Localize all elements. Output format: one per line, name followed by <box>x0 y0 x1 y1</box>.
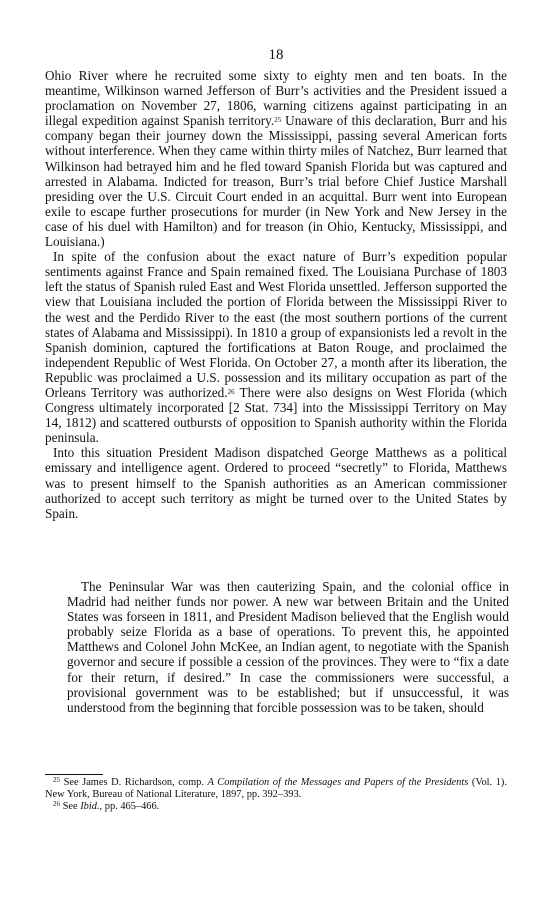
paragraph-matthews <box>45 445 507 520</box>
footnote-mark: 26 <box>53 800 60 809</box>
footnote-title: Ibid. <box>80 801 100 813</box>
footnote-divider <box>45 774 103 775</box>
paragraph-text: In spite of the confusion about the exact nature of Burr’s expedition popular sentiments against France and Spain remained fixed. The Louisiana Purchase of 1803 left the status of Spanish ruled East and West Florida unsettled. Jefferson supported the view that Louisiana included the portion of Florida between the Mississippi River to the west and the Perdido River to the east (the most southern portions of the current states of Alabama and Mississippi). In 1810 a group of expansionists led a revolt in the Spanish dominion, captured the fortifications at Baton Rouge, and proclaimed the independent Republic of West Florida. On October 27, a month after its liberation, the Republic was proclaimed a U.S. possession and its military occupation as part of the Orleans Territory was authorized. <box>45 249 507 400</box>
paragraph-text: Unaware of this declaration, Burr and his company began their journey down the Mississippi, passing several American forts without interference. When they came within thirty miles of Natchez, Burr learned that Wilkinson had betrayed him and he fled toward Spanish Florida but was captured and arrested in Alabama. Indicted for treason, Burr’s trial before Chief Justice Marshall presiding over the U.S. Circuit Court ended in an acquittal. Burr went into European exile to escape further prosecutions for murder (in New York and New Jersey in the case of his duel with Hamilton) and for treason (in Ohio, Kentucky, Mississippi, and Louisiana.) <box>45 113 508 250</box>
paragraph-west-florida <box>45 249 507 445</box>
footnote-title: A Compilation of the Messages and Papers of the Presidents <box>207 777 469 788</box>
footnote-ref-25: 25 <box>274 116 282 125</box>
footnote-25 <box>45 777 507 801</box>
footnote-mark: 25 <box>53 775 60 784</box>
footnote-26 <box>45 801 507 813</box>
paragraph-burr-expedition <box>45 68 507 249</box>
footnote-text: See <box>60 801 81 813</box>
footnote-text: See James D. Richardson, comp. <box>60 777 208 788</box>
body-text <box>45 68 507 521</box>
quote-text: The Peninsular War was then cauterizing Spain, and the colonial office in Madrid had neither funds nor power. A new war between Britain and the United States was forseen in 1811, and President Madison believed that the English would probably seize Florida as a base of operations. To prevent this, he appointed Matthews and Colonel John McKee, an Indian agent, to negotiate with the Spanish governor and secure if possible a cession of the provinces. They were to “fix a date for their return, if desired.” In case the commissioners were successful, a provisional government was to be established; but if unsuccessful, it was understood from the beginning that forcible possession was to be taken, should <box>67 579 509 715</box>
paragraph-text: Into this situation President Madison dispatched George Matthews as a political emissary and intelligence agent. Ordered to proceed “secretly” to Florida, Matthews was to present himself to the Spanish authorities as an American commissioner authorized to accept such territory as might be turned over to the United States by Spain. <box>45 445 507 521</box>
paragraph-text: Ohio River where he recruited some sixty to eighty men and ten boats. In the meantime, Wilkinson warned Jefferson of Burr’s activities and the President issued a proclamation on November 27, 1806, warning citizens against participating in an illegal expedition against Spanish territory. <box>45 68 507 129</box>
paragraph-text: There were also designs on West Florida (which Congress ultimately incorporated [2 Stat. 734] into the Mississippi Territory on May 14, 1812) and scattered outbursts of opposition to Spanish authority within the Florida peninsula. <box>45 384 507 446</box>
block-quote <box>67 579 509 715</box>
footnotes <box>45 777 507 814</box>
footnote-text: , pp. 465–466. <box>99 801 160 813</box>
footnote-ref-26: 26 <box>227 387 235 396</box>
page-number: 18 <box>268 47 284 63</box>
footnote-text: (Vol. 1). New York, Bureau of National Literature, 1897, pp. 392–393. <box>45 777 507 801</box>
